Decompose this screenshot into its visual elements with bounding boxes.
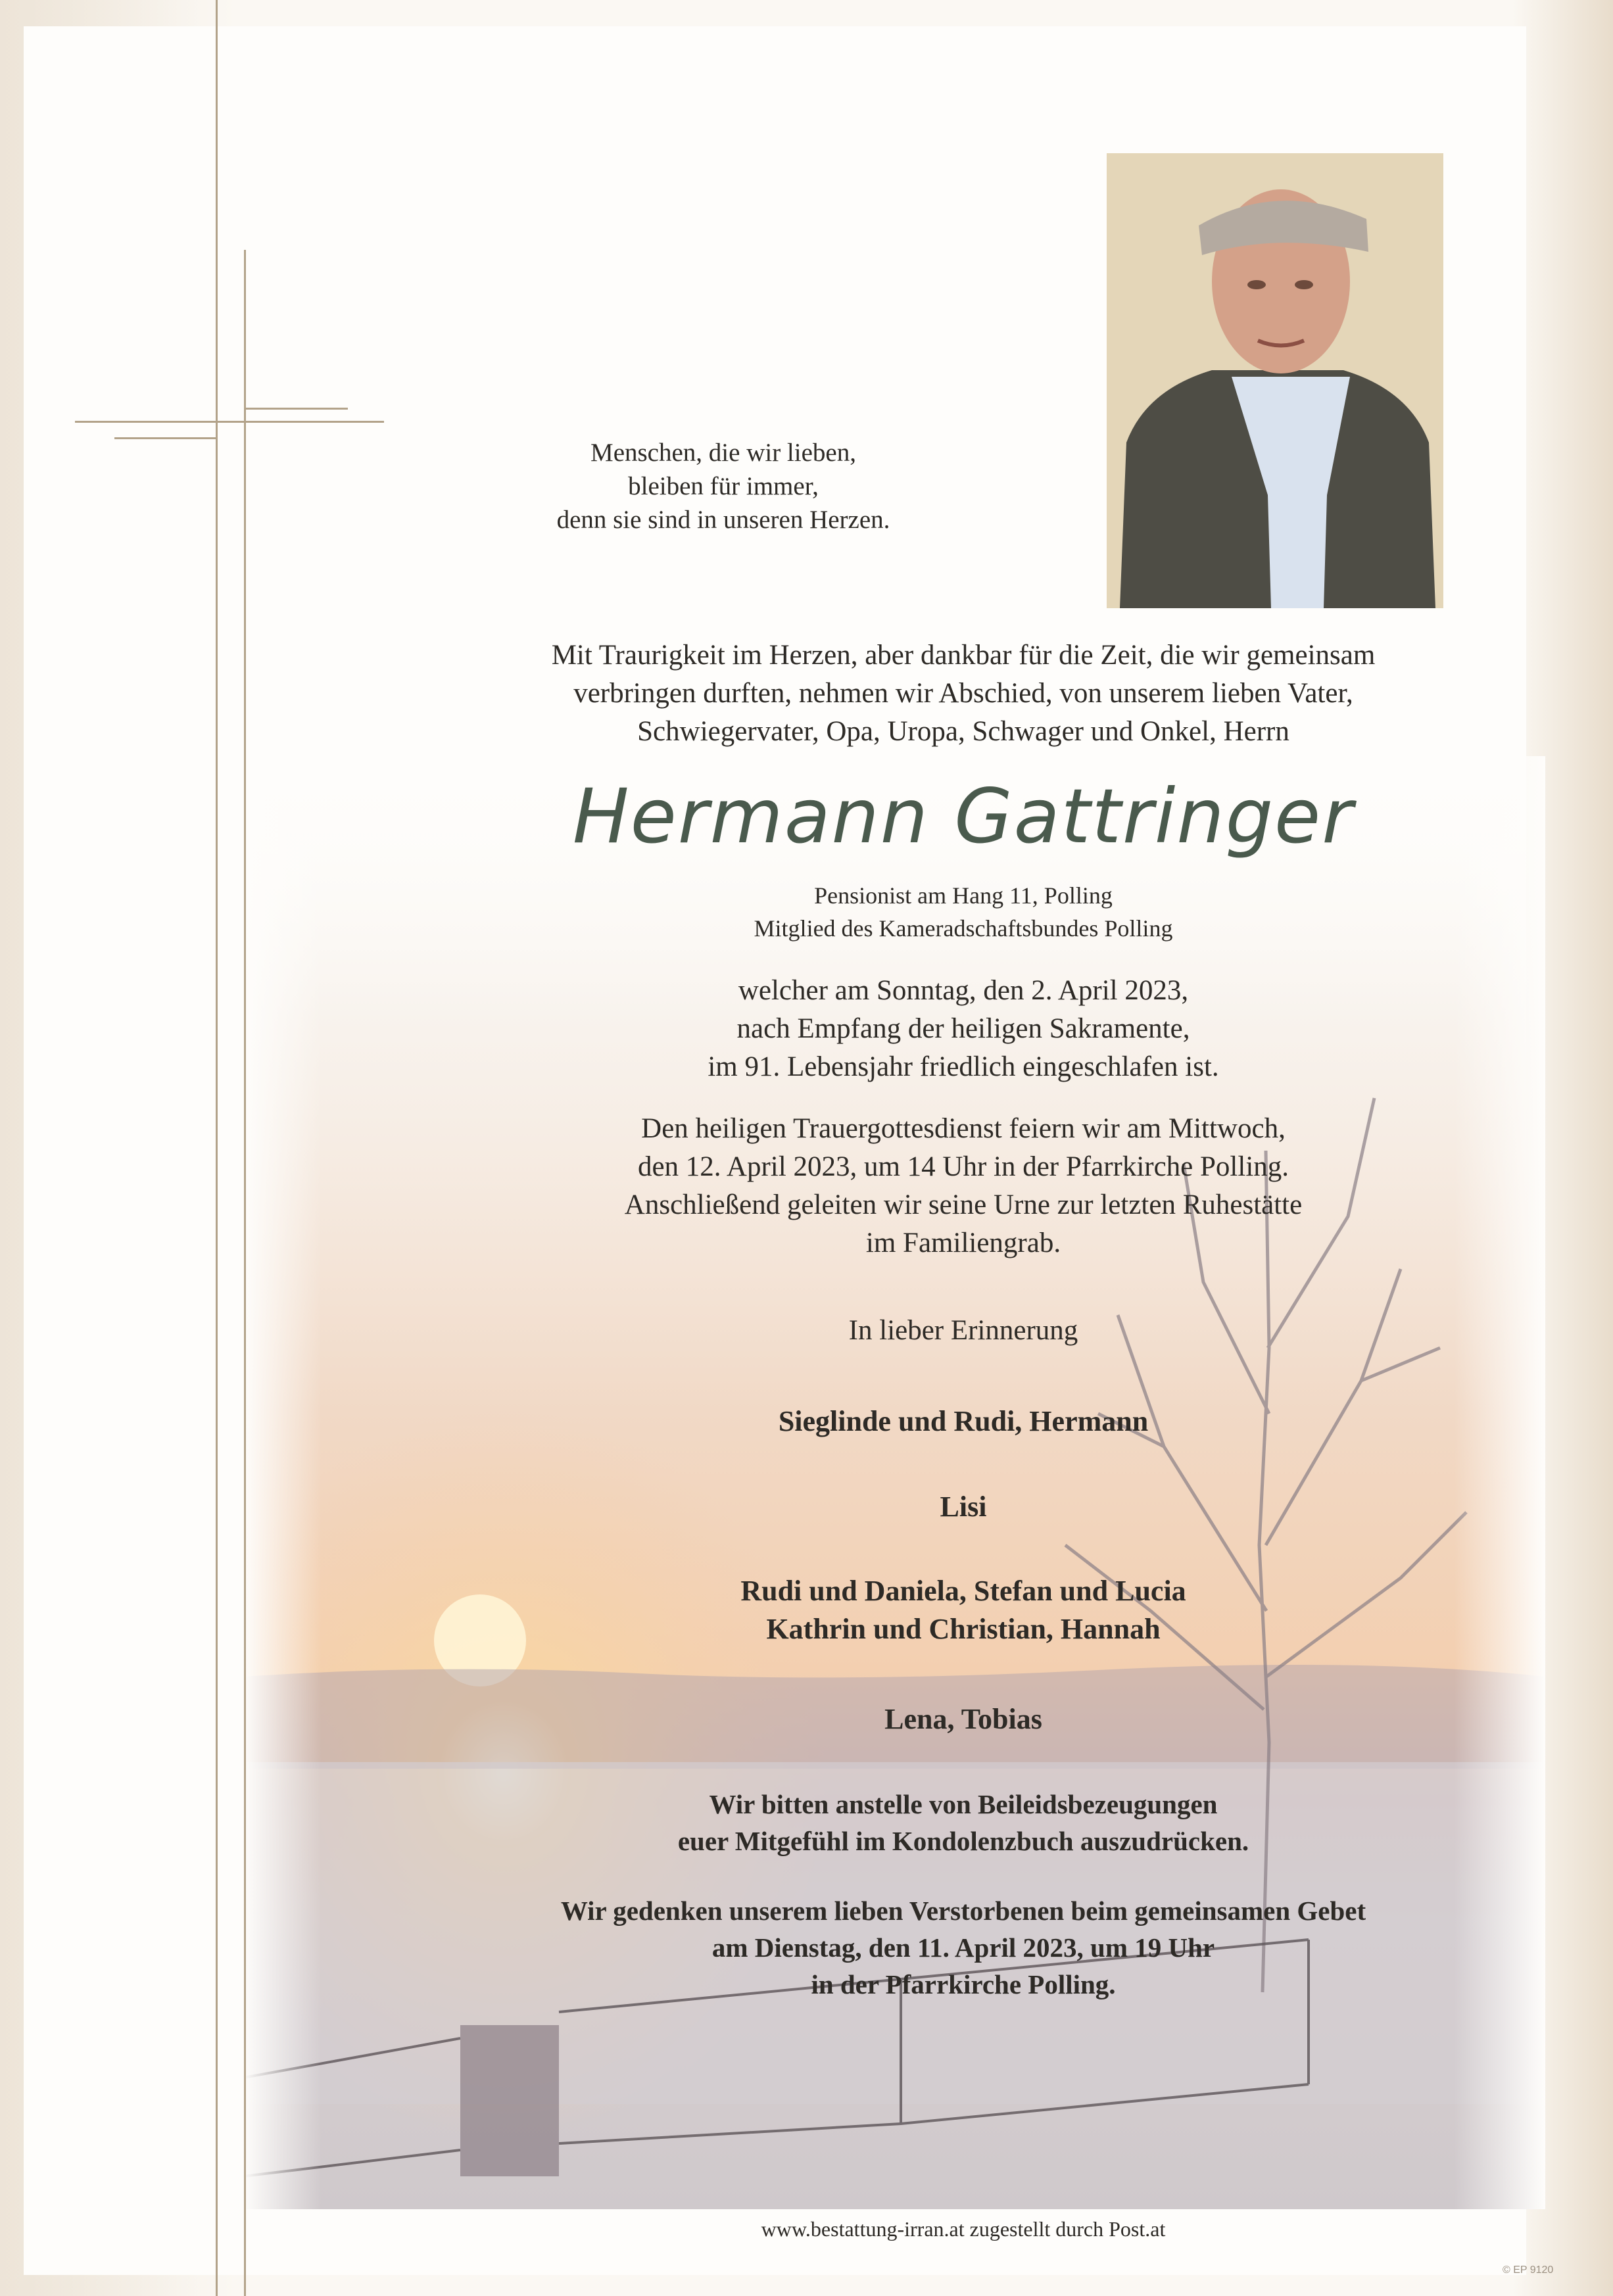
intro-line: Mit Traurigkeit im Herzen, aber dankbar für die Zeit, die wir gemeinsam [551, 640, 1376, 671]
family-group [460, 1402, 1466, 1441]
note-line: in der Pfarrkirche Polling. [811, 1969, 1116, 1999]
cross-icon-horizontal-right [246, 408, 348, 410]
family-group [460, 1488, 1466, 1526]
cross-icon-horizontal-lower [114, 437, 218, 439]
occupation: Pensionist am Hang 11, Polling [814, 882, 1113, 909]
quote [460, 436, 986, 537]
service-line: den 12. April 2023, um 14 Uhr in der Pfarrkirche Polling. [637, 1151, 1289, 1182]
footer-url: www.bestattung-irran.at zugestellt durch Post.at [761, 2217, 1166, 2241]
death-line: im 91. Lebensjahr friedlich eingeschlafen ist. [708, 1051, 1219, 1082]
portrait-drawing [1107, 153, 1443, 608]
cross-icon-vertical-outer [216, 0, 218, 2296]
death-notice [460, 972, 1466, 1086]
death-line: welcher am Sonntag, den 2. April 2023, [738, 975, 1189, 1006]
family-line: Lena, Tobias [884, 1703, 1042, 1735]
cross-icon-horizontal-upper [75, 421, 384, 423]
cross-icon-vertical-inner [244, 250, 246, 2296]
condolence-note [460, 1786, 1466, 1859]
note-line: Wir bitten anstelle von Beileidsbezeugungen [709, 1789, 1218, 1819]
intro-text [460, 636, 1466, 751]
deceased-name: Hermann Gattringer [572, 773, 1355, 860]
service-line: im Familiengrab. [865, 1228, 1061, 1258]
family-line: Sieglinde und Rudi, Hermann [778, 1405, 1149, 1437]
quote-line: denn sie sind in unseren Herzen. [556, 506, 890, 534]
note-line: Wir gedenken unserem lieben Verstorbenen beim gemeinsamen Gebet [560, 1896, 1366, 1926]
portrait-photo [1107, 153, 1443, 608]
service-line: Anschließend geleiten wir seine Urne zur letzten Ruhestätte [624, 1189, 1303, 1220]
print-code: © EP 9120 [1503, 2264, 1554, 2276]
prayer-note [427, 1892, 1499, 2003]
note-line: euer Mitgefühl im Kondolenzbuch auszudrücken. [677, 1826, 1249, 1856]
quote-line: Menschen, die wir lieben, [590, 439, 856, 467]
intro-line: Schwiegervater, Opa, Uropa, Schwager und Onkel, Herrn [637, 716, 1289, 747]
family-line: Lisi [940, 1491, 987, 1523]
family-group [460, 1572, 1466, 1648]
membership: Mitglied des Kameradschaftsbundes Polling [754, 915, 1173, 942]
intro-line: verbringen durften, nehmen wir Abschied, von unserem lieben Vater, [573, 678, 1353, 709]
family-line: Rudi und Daniela, Stefan und Lucia [740, 1575, 1186, 1607]
death-line: nach Empfang der heiligen Sakramente, [736, 1013, 1190, 1044]
note-line: am Dienstag, den 11. April 2023, um 19 Uhr [711, 1932, 1215, 1963]
service-line: Den heiligen Trauergottesdienst feiern wir am Mittwoch, [641, 1113, 1286, 1144]
family-group [460, 1700, 1466, 1738]
quote-line: bleiben für immer, [628, 472, 819, 500]
family-line: Kathrin und Christian, Hannah [766, 1613, 1161, 1645]
funeral-service [460, 1110, 1466, 1262]
deceased-details [460, 879, 1466, 945]
memory-heading: In lieber Erinnerung [848, 1315, 1078, 1346]
